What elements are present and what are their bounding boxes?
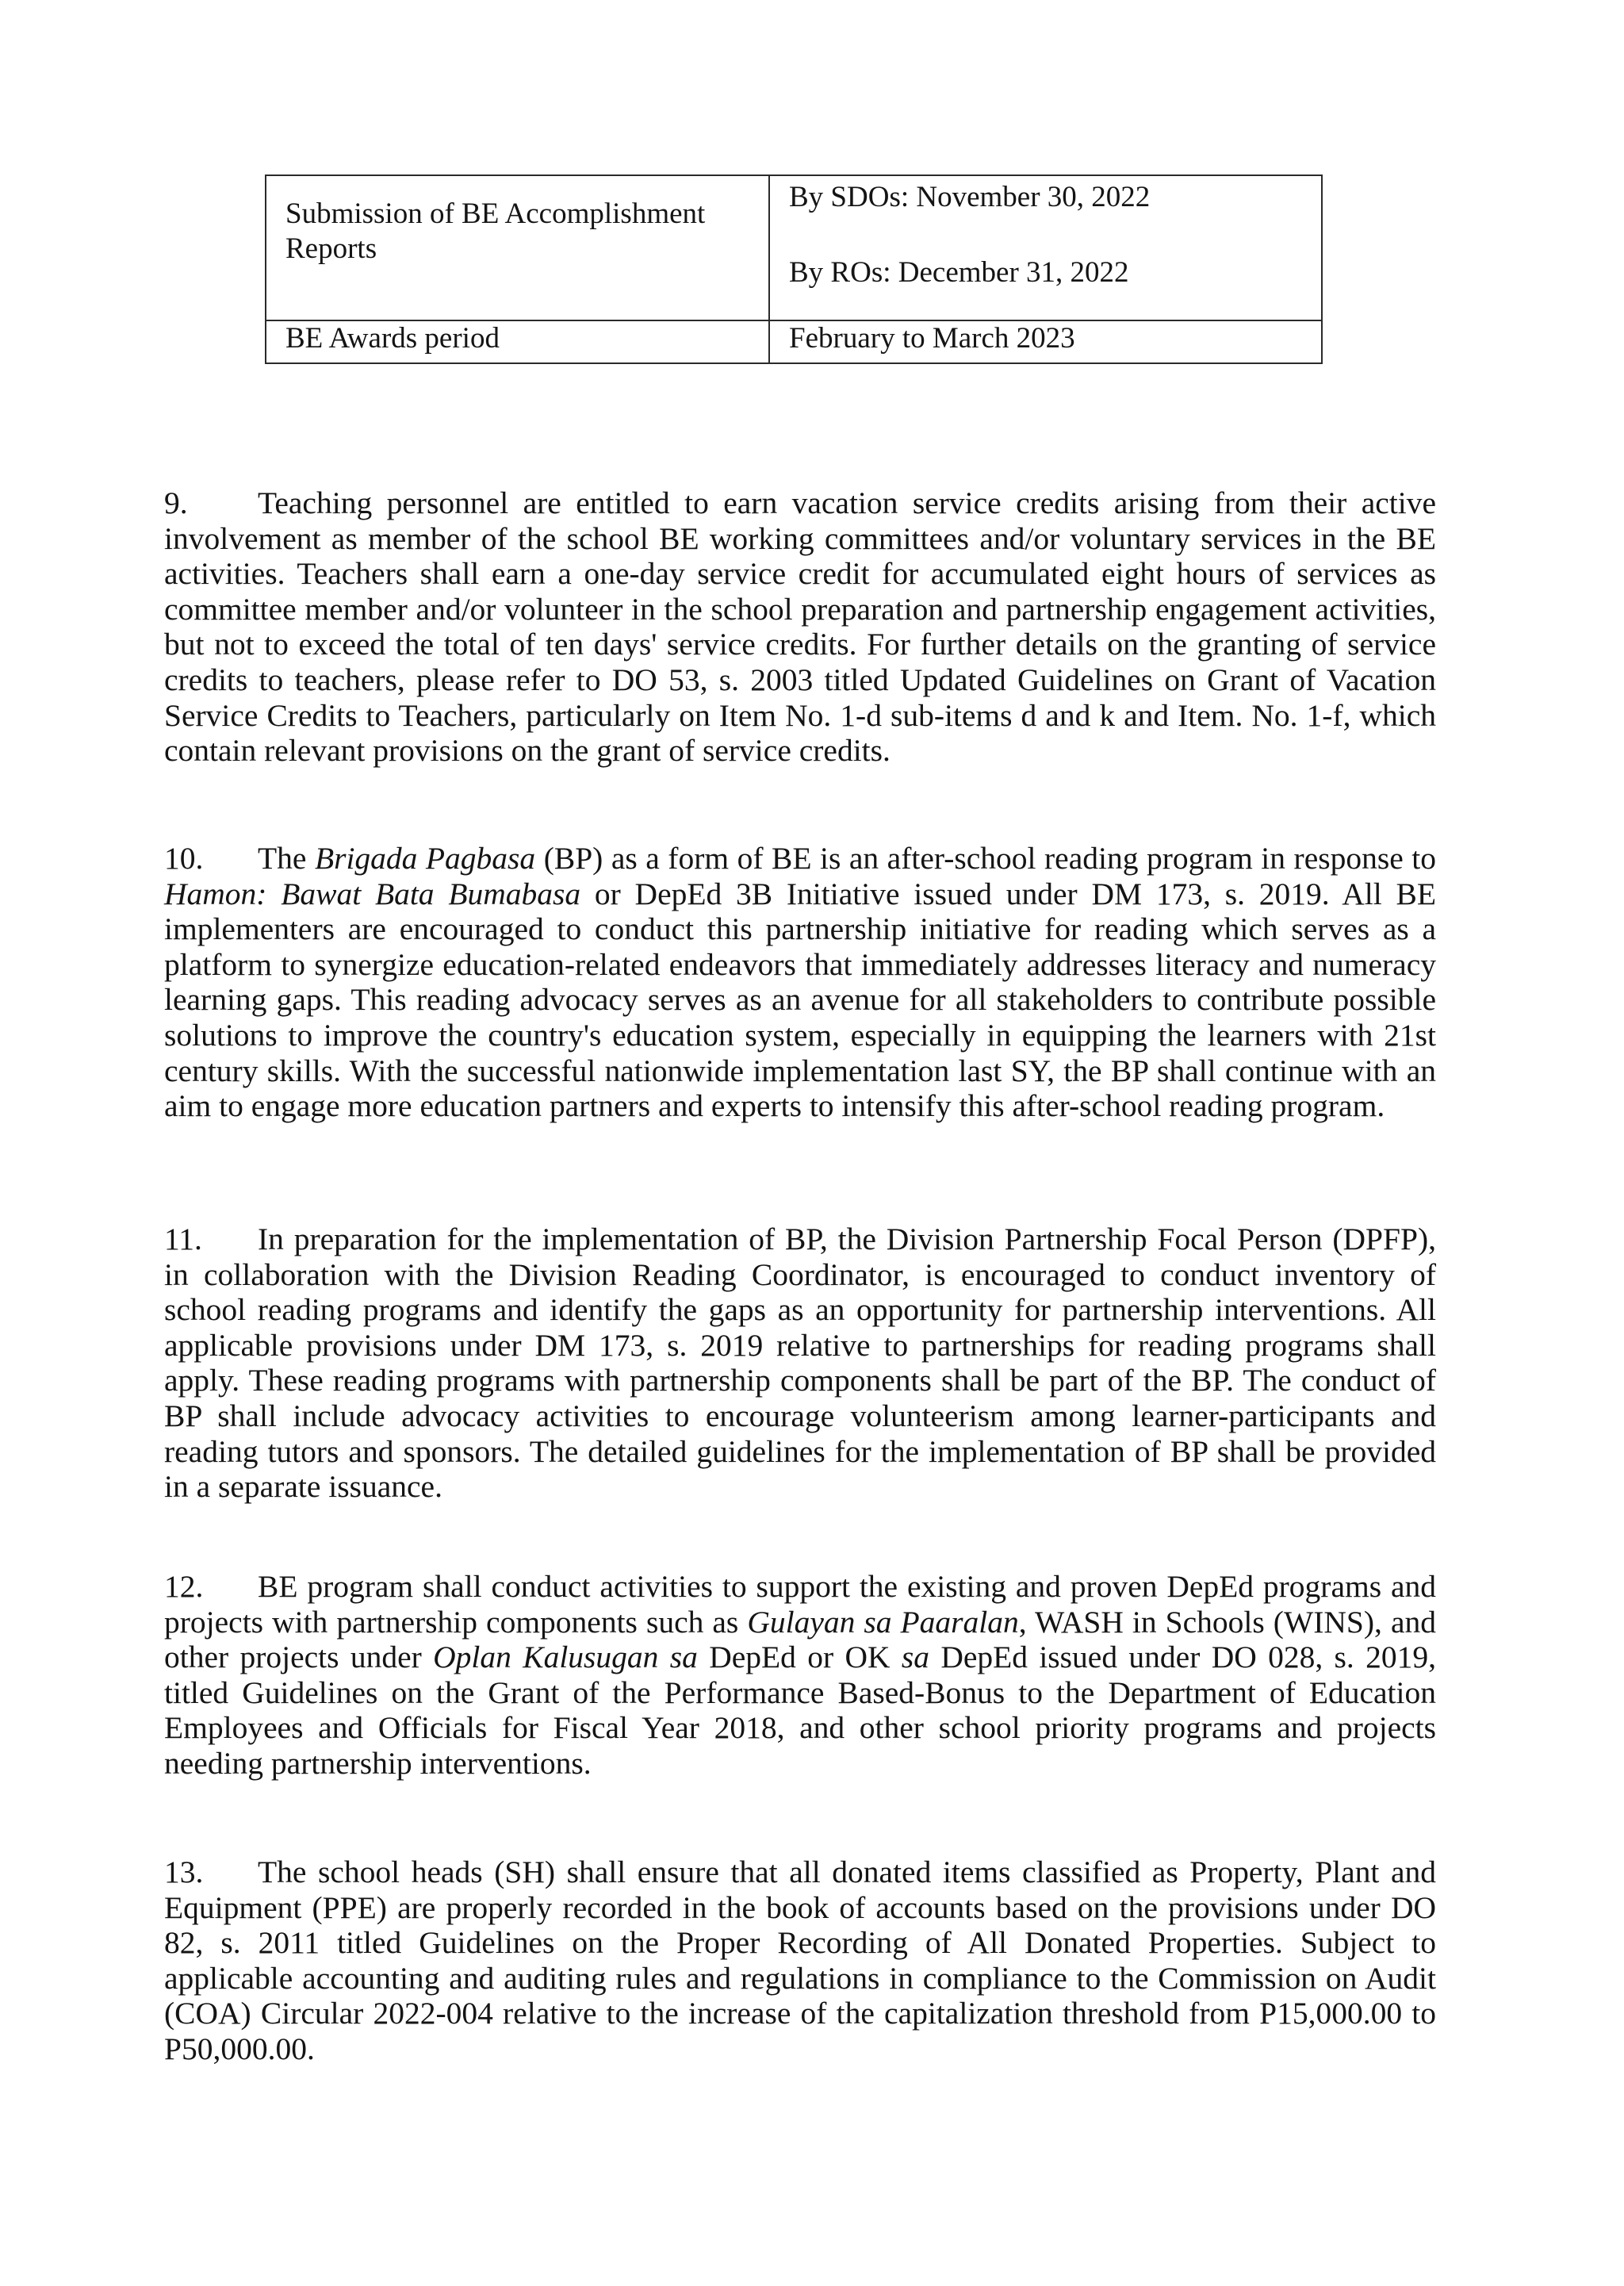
table-cell-text: February to March 2023 <box>789 322 1075 355</box>
table-cell-text: By SDOs: November 30, 2022 <box>789 181 1151 213</box>
paragraph-text <box>164 1854 1436 2066</box>
paragraph-10 <box>164 841 1436 1124</box>
paragraph-text <box>164 485 1436 768</box>
table-cell-text: By ROs: December 31, 2022 <box>789 256 1129 289</box>
text-run: or DepEd 3B Initiative issued under DM 173, s. 2019. All BE implementers are encouraged to conduct this partnership initiative for reading which serves as a platform to synergize education-related endeavors that immediately addresses literacy and numeracy learning gaps. This reading advocacy serves as an avenue for all stakeholders to contribute possible solutions to improve the country's education system, especially in equipping the learners with 21st century skills. With the successful nationwide implementation last SY, the BP shall continue with an aim to engage more education partners and experts to intensify this after-school reading program. <box>164 876 1436 1124</box>
text-run: (BP) as a form of BE is an after-school reading program in response to <box>535 841 1436 876</box>
table-cell-activity <box>266 175 769 320</box>
table-cell-deadline <box>769 175 1322 320</box>
table-cell-text: BE Awards period <box>285 322 500 355</box>
text-run: DepEd issued under DO 028, s. 2019, titled Guidelines on the Grant of the Performance Based-Bonus to the Department of Education Employees and Officials for Fiscal Year 2018, and other school priority programs and projects needing partnership interventions. <box>164 1640 1436 1781</box>
italic-term: Brigada Pagbasa <box>314 841 536 876</box>
paragraph-text <box>164 841 1436 1123</box>
table-cell-activity <box>266 320 769 363</box>
table-cell-text: Submission of BE Accomplishment Reports <box>285 198 706 266</box>
paragraph-13 <box>164 1854 1436 2067</box>
text-run: The <box>258 841 315 876</box>
table-row <box>266 175 1322 320</box>
text-run: BE program shall conduct activities to support the existing and proven DepEd programs and projects with partnership components such as <box>164 1569 1436 1640</box>
paragraph-number: 13. <box>164 1854 204 1889</box>
text-run: DepEd or OK <box>697 1640 902 1675</box>
italic-term: Gulayan sa Paaralan <box>747 1604 1019 1640</box>
italic-term: Oplan Kalusugan sa <box>433 1640 698 1675</box>
paragraph-11 <box>164 1222 1436 1505</box>
paragraph-number: 12. <box>164 1569 204 1604</box>
text-run: , WASH in Schools (WINS), and other projects under <box>164 1604 1436 1675</box>
text-run: The school heads (SH) shall ensure that all donated items classified as Property, Plant and Equipment (PPE) are properly recorded in the book of accounts based on the provisions under DO 82, s. 2011 titled Guidelines on the Proper Recording of All Donated Properties. Subject to applicable accounting and auditing rules and regulations in compliance to the Commission on Audit (COA) Circular 2022-004 relative to the increase of the capitalization threshold from P15,000.00 to P50,000.00. <box>164 1854 1436 2066</box>
paragraph-9 <box>164 485 1436 769</box>
schedule-table <box>265 175 1323 364</box>
text-run: In preparation for the implementation of BP, the Division Partnership Focal Person (DPFP), in collaboration with the Division Reading Coordinator, is encouraged to conduct inventory of school reading programs and identify the gaps as an opportunity for partnership interventions. All applicable provisions under DM 173, s. 2019 relative to partnerships for reading programs shall apply. These reading programs with partnership components shall be part of the BP. The conduct of BP shall include advocacy activities to encourage volunteerism among learner-participants and reading tutors and sponsors. The detailed guidelines for the implementation of BP shall be provided in a separate issuance. <box>164 1222 1436 1505</box>
paragraph-text <box>164 1222 1436 1504</box>
table-row <box>266 320 1322 363</box>
paragraph-12 <box>164 1569 1436 1782</box>
text-run: Teaching personnel are entitled to earn vacation service credits arising from their active involvement as member of the school BE working committees and/or voluntary services in the BE activities. Teachers shall earn a one-day service credit for accumulated eight hours of services as committee member and/or volunteer in the school preparation and partnership engagement activities, but not to exceed the total of ten days' service credits. For further details on the granting of service credits to teachers, please refer to DO 53, s. 2003 titled Updated Guidelines on Grant of Vacation Service Credits to Teachers, particularly on Item No. 1-d sub-items d and k and Item. No. 1-f, which contain relevant provisions on the grant of service credits. <box>164 485 1436 769</box>
italic-term: sa <box>901 1640 929 1675</box>
paragraph-text <box>164 1569 1436 1781</box>
paragraph-number: 9. <box>164 485 188 520</box>
table-cell-deadline <box>769 320 1322 363</box>
paragraph-number: 10. <box>164 841 204 876</box>
italic-term: Hamon: Bawat Bata Bumabasa <box>164 876 581 911</box>
paragraph-number: 11. <box>164 1222 202 1256</box>
